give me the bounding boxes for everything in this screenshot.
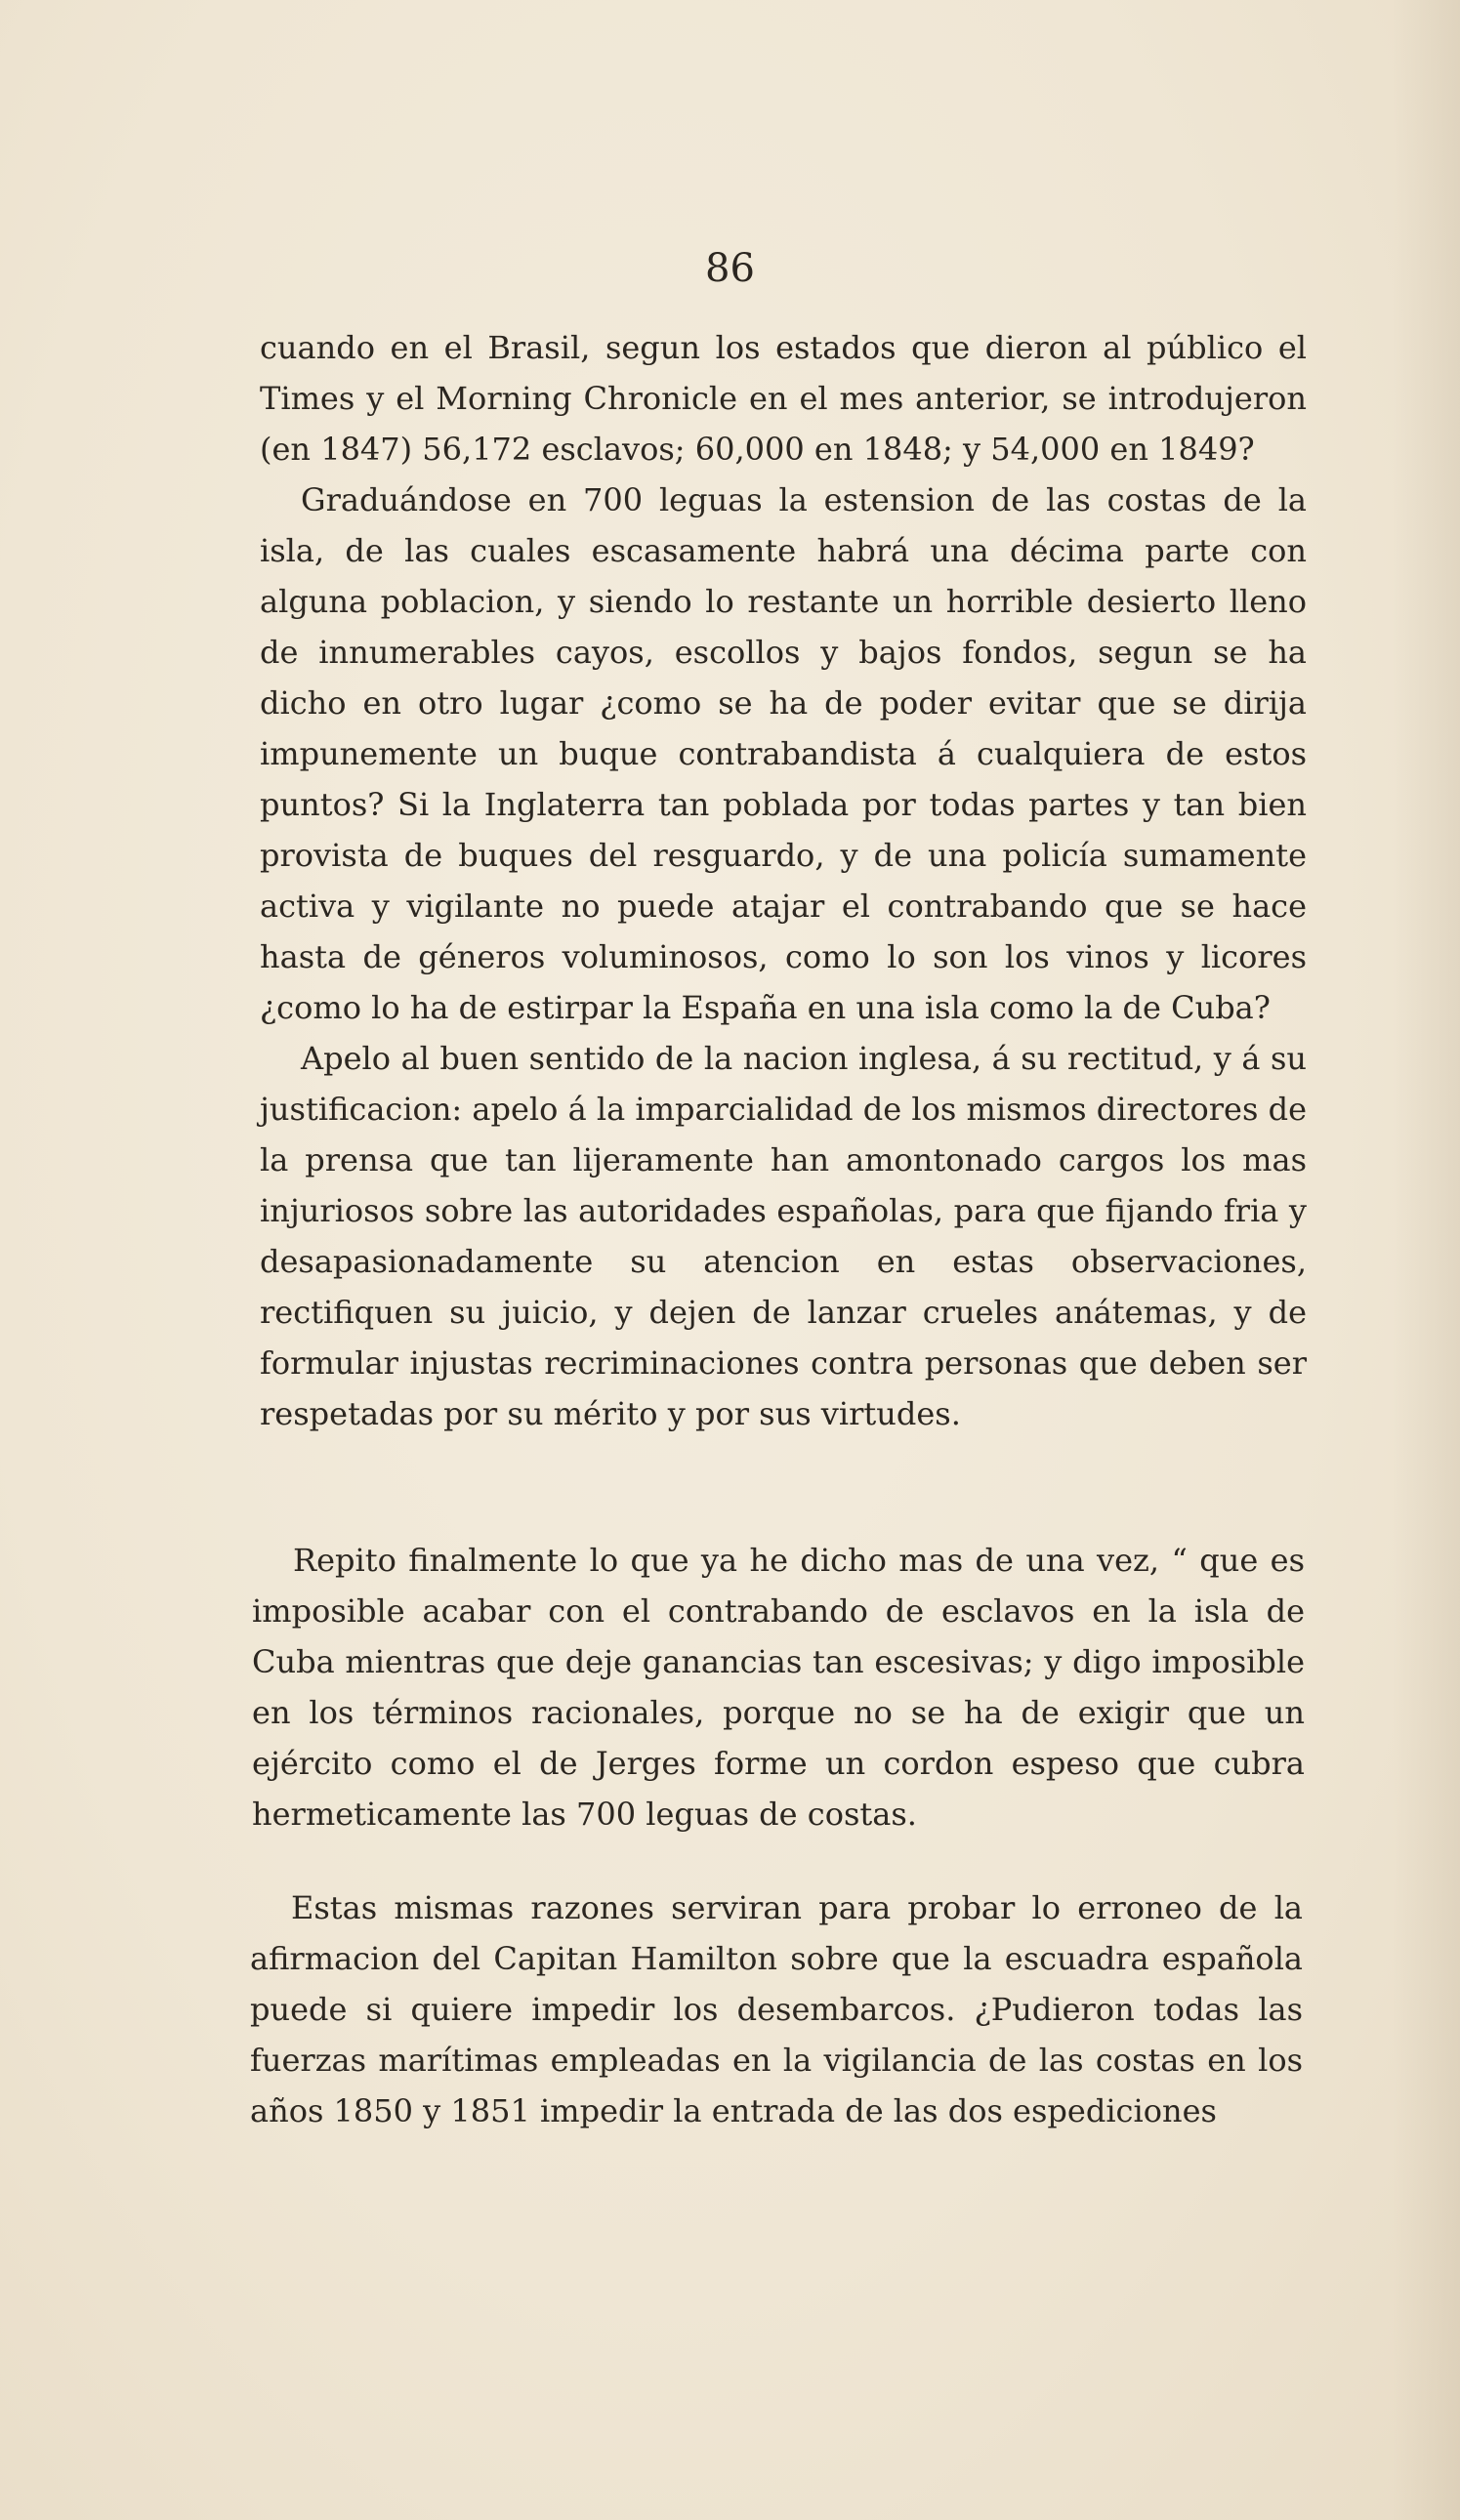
text-block-middle	[252, 1535, 1305, 1839]
paragraph-hamilton: Estas mismas razones serviran para probar lo erroneo de la afirmacion del Capitan Hamilton sobre que la escuadra española puede si quiere impedir los desembarcos. ¿Pudieron todas las fuerzas marítimas empleadas en la vigilancia de las costas en los años 1850 y 1851 impedir la entrada de las dos espediciones	[250, 1889, 1303, 2129]
text-block-upper	[260, 322, 1307, 1439]
paragraph-continuation: cuando en el Brasil, segun los estados que dieron al público el Times y el Morning Chronicle en el mes anterior, se introdujeron (en 1847) 56,172 esclavos; 60,000 en 1848; y 54,000 en 1849?	[260, 329, 1307, 468]
paragraph-coast-length: Graduándose en 700 leguas la estension de las costas de la isla, de las cuales escasamente habrá una décima parte con alguna poblacion, y siendo lo restante un horrible desierto lleno de innumerables cayos, escollos y bajos fondos, segun se ha dicho en otro lugar ¿como se ha de poder evitar que se dirija impunemente un buque contrabandista á cualquiera de estos puntos? Si la Inglaterra tan poblada por todas partes y tan bien provista de buques del resguardo, y de una policía sumamente activa y vigilante no puede atajar el contrabando que se hace hasta de géneros voluminosos, como lo son los vinos y licores ¿como lo ha de estirpar la España en una isla como la de Cuba?	[260, 481, 1307, 1026]
paragraph-repeat: Repito finalmente lo que ya he dicho mas de una vez, “ que es imposible acabar con el contrabando de esclavos en la isla de Cuba mientras que deje ganancias tan escesivas; y digo imposible en los términos racionales, porque no se ha de exigir que un ejército como el de Jerges forme un cordon espeso que cubra hermeticamente las 700 leguas de costas.	[252, 1542, 1305, 1833]
text-block-lower	[250, 1882, 1303, 2136]
page-number: 86	[705, 246, 755, 291]
paragraph-appeal: Apelo al buen sentido de la nacion inglesa, á su rectitud, y á su justificacion: apelo á la imparcialidad de los mismos directores de la prensa que tan lijeramente han amontonado cargos los mas injuriosos sobre las autoridades españolas, para que fijando fria y desapasionadamente su atencion en estas observaciones, rectifiquen su juicio, y dejen de lanzar crueles anátemas, y de formular injustas recriminaciones contra personas que deben ser respetadas por su mérito y por sus virtudes.	[260, 1040, 1307, 1432]
